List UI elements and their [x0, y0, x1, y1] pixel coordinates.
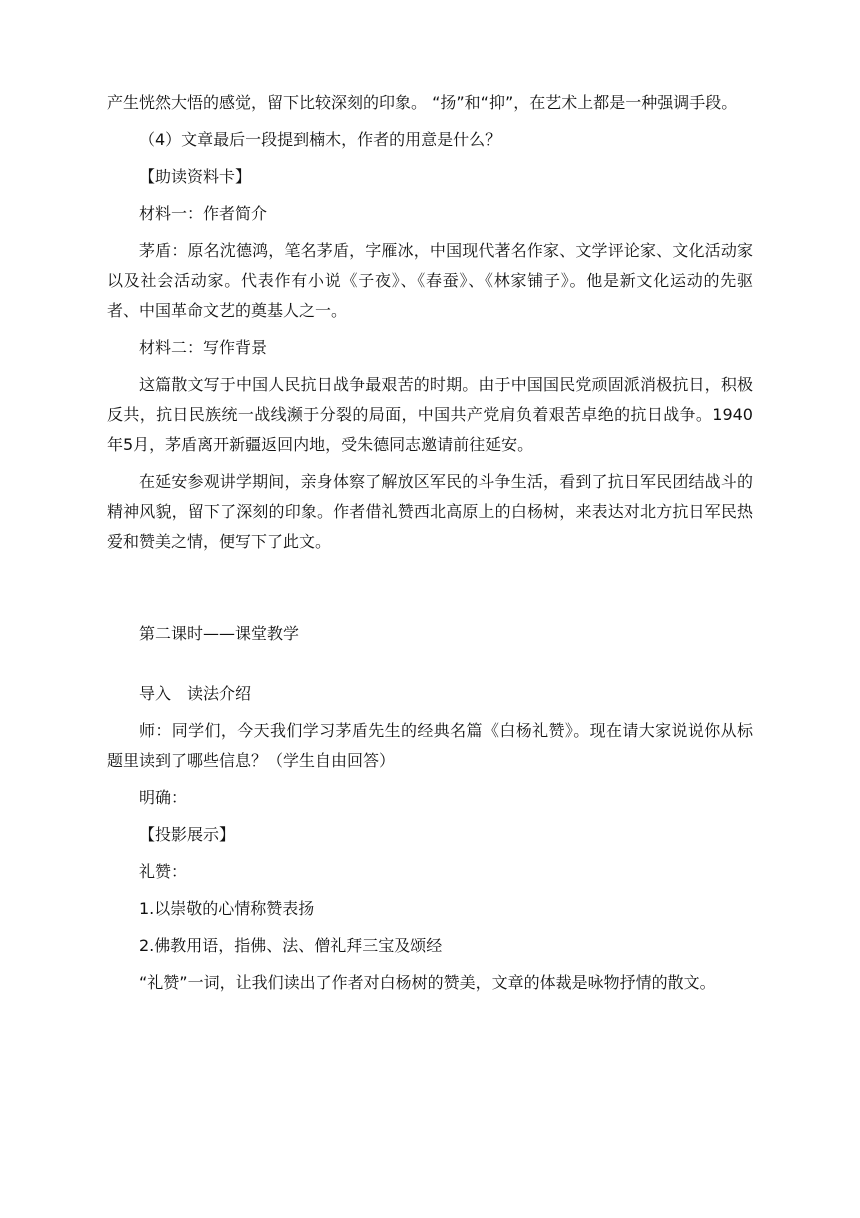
projection-heading: 【投影展示】 — [139, 825, 236, 844]
teacher-prompt: 师：同学们，今天我们学习茅盾先生的经典名篇《白杨礼赞》。现在请大家说说你从标题里读到了哪些信息？（学生自由回答） — [107, 721, 753, 770]
definition-2: 2.佛教用语，指佛、法、僧礼拜三宝及颂经 — [139, 936, 443, 955]
clarify-label: 明确： — [139, 788, 188, 807]
paragraph-continuation: 产生恍然大悟的感觉，留下比较深刻的印象。 “扬”和“抑”，在艺术上都是一种强调手段。 — [107, 93, 738, 112]
genre-conclusion: “礼赞”一词，让我们读出了作者对白杨树的赞美，文章的体裁是咏物抒情的散文。 — [139, 973, 716, 992]
question-4: （4）文章最后一段提到楠木，作者的用意是什么？ — [139, 130, 502, 149]
material-2-heading: 材料二：写作背景 — [139, 338, 268, 357]
lesson-2-heading: 第二课时——课堂教学 — [139, 624, 300, 643]
background-paragraph-2: 在延安参观讲学期间，亲身体察了解放区军民的斗争生活，看到了抗日军民团结战斗的精神风貌，留下了深刻的印象。作者借礼赞西北高原上的白杨树，来表达对北方抗日军民热爱和赞美之情，便写下了此文。 — [107, 472, 753, 551]
author-bio: 茅盾：原名沈德鸿，笔名茅盾，字雁冰，中国现代著名作家、文学评论家、文化活动家以及社会活动家。代表作有小说《子夜》、《春蚕》、《林家铺子》。他是新文化运动的先驱者、中国革命文艺的奠基人之一。 — [107, 241, 753, 320]
material-1-heading: 材料一：作者简介 — [139, 204, 268, 223]
definition-term: 礼赞： — [139, 862, 188, 881]
reading-card-heading: 【助读资料卡】 — [139, 167, 252, 186]
document-page — [107, 88, 753, 1005]
intro-heading: 导入 读法介绍 — [139, 684, 252, 703]
background-paragraph-1: 这篇散文写于中国人民抗日战争最艰苦的时期。由于中国国民党顽固派消极抗日，积极反共，抗日民族统一战线濒于分裂的局面，中国共产党肩负着艰苦卓绝的抗日战争。1940年5月，茅盾离开新疆返回内地，受朱德同志邀请前往延安。 — [107, 375, 753, 454]
definition-1: 1.以崇敬的心情称赞表扬 — [139, 899, 315, 918]
